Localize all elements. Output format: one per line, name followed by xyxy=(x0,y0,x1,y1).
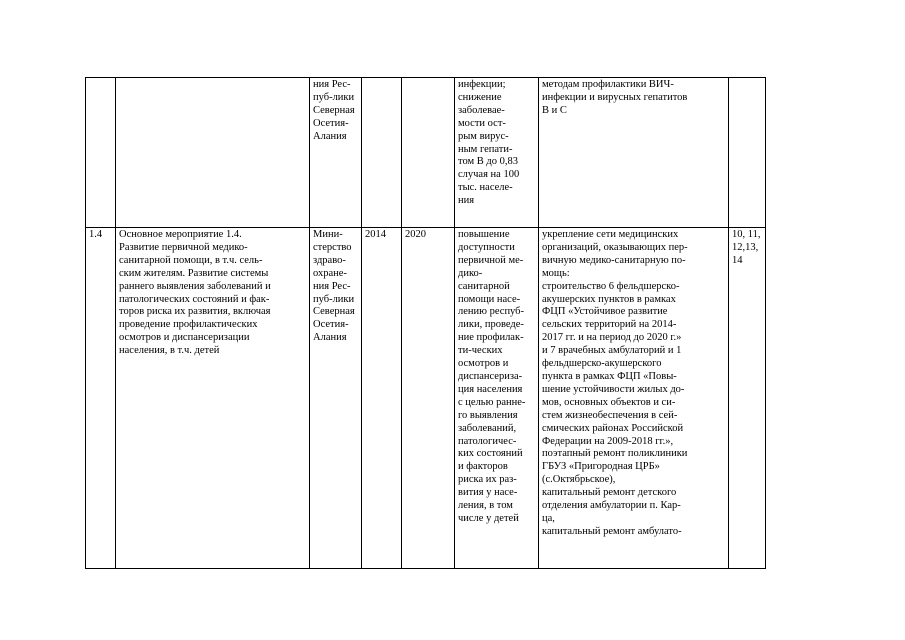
table-row xyxy=(86,78,766,228)
program-activities-table xyxy=(85,77,766,569)
activity-year-end: 2020 xyxy=(402,228,455,569)
activity-executor: Мини- стерство здраво- охране- ния Рес- пуб-лики Северная Осетия- Алания xyxy=(310,228,362,569)
table-row xyxy=(86,228,766,569)
activity-result: повышение доступности первичной ме- дико- санитарной помощи насе- лению респуб- лики, проведе- ние профилак- ти-ческих осмотров и диспансериза- ция населения с целью ранне- го выявления заболеваний, патологичес- ких состояний и факторов риска их раз- вития у насе- ления, в том числе у детей xyxy=(455,228,539,569)
activity-indicators: 10, 11, 12,13, 14 xyxy=(729,228,766,569)
activity-directions: укрепление сети медицинских организаций, оказывающих пер- вичную медико-санитарную по- мощь: строительство 6 фельдшерско- акушерских пунктов в рамках ФЦП «Устойчивое развитие сельских территорий на 2014- 2017 гг. и на период до 2020 г.» и 7 врачебных амбулаторий и 1 фельдшерско-акушерского пункта в рамках ФЦП «Повы- шение устойчивости жилых до- мов, основных объектов и си- стем жизнеобеспечения в сей- смических районах Российской Федерации на 2009-2018 гг.», поэтапный ремонт поликлиники ГБУЗ «Пригородная ЦРБ» (с.Октябрьское), капитальный ремонт детского отделения амбулатории п. Кар- ца, капитальный ремонт амбулато- xyxy=(539,228,729,569)
activity-year-end xyxy=(402,78,455,228)
activity-result: инфекции; снижение заболевае- мости ост- рым вирус- ным гепати- том B до 0,83 случая на 100 тыс. населе- ния xyxy=(455,78,539,228)
activity-executor: ния Рес- пуб-лики Северная Осетия- Алания xyxy=(310,78,362,228)
activity-name: Основное мероприятие 1.4. Развитие первичной медико- санитарной помощи, в т.ч. сель- ским жителям. Развитие системы раннего выявления заболеваний и патологических состояний и фак- торов риска их развития, включая проведение профилактических осмотров и диспансеризации населения, в т.ч. детей xyxy=(116,228,310,569)
activity-year-start: 2014 xyxy=(362,228,402,569)
activity-number: 1.4 xyxy=(86,228,116,569)
activity-year-start xyxy=(362,78,402,228)
activity-indicators xyxy=(729,78,766,228)
activity-directions: методам профилактики ВИЧ- инфекции и вирусных гепатитов B и C xyxy=(539,78,729,228)
activity-number xyxy=(86,78,116,228)
activity-name xyxy=(116,78,310,228)
